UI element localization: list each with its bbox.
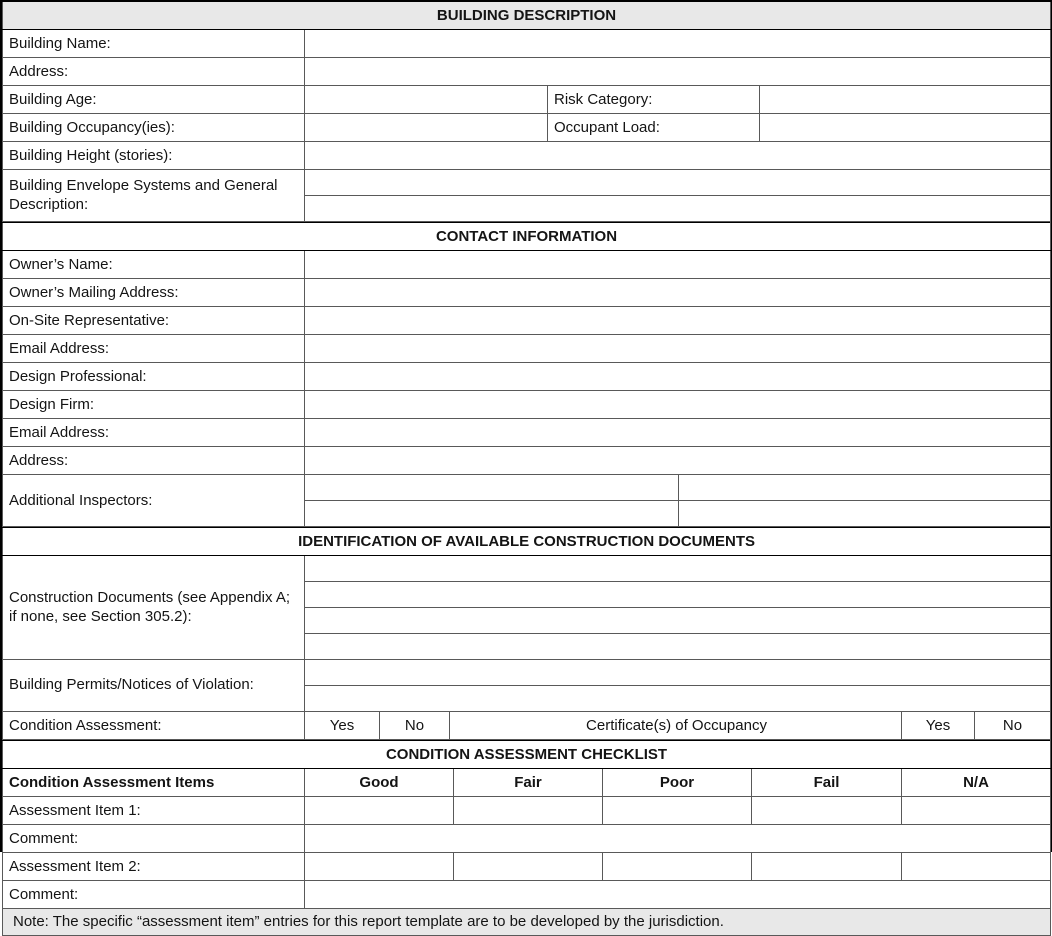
assessment-item-2-fail-cell[interactable] (752, 853, 902, 881)
construction-documents-input-2[interactable] (305, 582, 1051, 608)
address-input[interactable] (305, 58, 1051, 86)
condition-assessment-label: Condition Assessment: (3, 712, 305, 740)
additional-inspector-1-name-input[interactable] (305, 475, 679, 501)
construction-documents-input-4[interactable] (305, 634, 1051, 660)
assessment-item-2-na-cell[interactable] (902, 853, 1051, 881)
building-envelope-input-1[interactable] (305, 170, 1051, 196)
checklist-column-fair: Fair (454, 769, 603, 797)
construction-documents-label: Construction Documents (see Appendix A; if none, see Section 305.2): (3, 556, 305, 660)
checklist-header-row (3, 741, 1051, 769)
certificate-of-occupancy-label: Certificate(s) of Occupancy (450, 712, 902, 740)
building-description-table (2, 2, 1051, 222)
section-title-checklist: CONDITION ASSESSMENT CHECKLIST (3, 741, 1051, 769)
contact-information-table (2, 222, 1051, 527)
building-occupancy-label: Building Occupancy(ies): (3, 114, 305, 142)
building-envelope-label: Building Envelope Systems and General Description: (3, 170, 305, 222)
building-envelope-input-2[interactable] (305, 196, 1051, 222)
building-height-label: Building Height (stories): (3, 142, 305, 170)
section-title-construction-documents: IDENTIFICATION OF AVAILABLE CONSTRUCTION DOCUMENTS (3, 528, 1051, 556)
additional-inspector-2-name-input[interactable] (305, 501, 679, 527)
owner-mailing-address-label: Owner’s Mailing Address: (3, 279, 305, 307)
assessment-item-1-row (3, 797, 1051, 825)
comment-2-input[interactable] (305, 881, 1051, 909)
building-permits-row-1 (3, 660, 1051, 686)
building-age-input[interactable] (305, 86, 548, 114)
occupancy-row (3, 114, 1051, 142)
construction-documents-table (2, 527, 1051, 740)
certificate-no-option[interactable]: No (975, 712, 1051, 740)
jurisdiction-note: Note: The specific “assessment item” entries for this report template are to be developed by the jurisdiction. (3, 909, 1051, 936)
construction-documents-input-1[interactable] (305, 556, 1051, 582)
email-address-1-label: Email Address: (3, 335, 305, 363)
building-name-row (3, 30, 1051, 58)
assessment-item-2-poor-cell[interactable] (603, 853, 752, 881)
design-firm-label: Design Firm: (3, 391, 305, 419)
assessment-item-1-label: Assessment Item 1: (3, 797, 305, 825)
assessment-item-1-good-cell[interactable] (305, 797, 454, 825)
envelope-row-1 (3, 170, 1051, 196)
onsite-representative-label: On-Site Representative: (3, 307, 305, 335)
contact-address-label: Address: (3, 447, 305, 475)
contact-information-header-row (3, 223, 1051, 251)
email-address-2-row (3, 419, 1051, 447)
building-age-row (3, 86, 1051, 114)
assessment-item-1-fair-cell[interactable] (454, 797, 603, 825)
occupant-load-input[interactable] (760, 114, 1051, 142)
risk-category-input[interactable] (760, 86, 1051, 114)
occupant-load-label: Occupant Load: (548, 114, 760, 142)
building-permits-input-2[interactable] (305, 686, 1051, 712)
additional-inspector-2-info-input[interactable] (679, 501, 1051, 527)
jurisdiction-note-row (3, 909, 1051, 936)
comment-1-label: Comment: (3, 825, 305, 853)
construction-documents-input-3[interactable] (305, 608, 1051, 634)
construction-documents-row-1 (3, 556, 1051, 582)
owner-mailing-address-row (3, 279, 1051, 307)
condition-assessment-checklist-table (2, 740, 1051, 936)
owner-name-input[interactable] (305, 251, 1051, 279)
comment-2-label: Comment: (3, 881, 305, 909)
condition-assessment-yes-option[interactable]: Yes (305, 712, 380, 740)
design-professional-label: Design Professional: (3, 363, 305, 391)
additional-inspector-1-info-input[interactable] (679, 475, 1051, 501)
additional-inspectors-row-1 (3, 475, 1051, 501)
section-title-contact-information: CONTACT INFORMATION (3, 223, 1051, 251)
design-firm-input[interactable] (305, 391, 1051, 419)
design-professional-input[interactable] (305, 363, 1051, 391)
building-age-label: Building Age: (3, 86, 305, 114)
building-permits-input-1[interactable] (305, 660, 1051, 686)
owner-name-label: Owner’s Name: (3, 251, 305, 279)
email-address-1-row (3, 335, 1051, 363)
construction-documents-header-row (3, 528, 1051, 556)
building-name-label: Building Name: (3, 30, 305, 58)
address-row (3, 58, 1051, 86)
onsite-representative-input[interactable] (305, 307, 1051, 335)
assessment-item-1-na-cell[interactable] (902, 797, 1051, 825)
contact-address-input[interactable] (305, 447, 1051, 475)
section-title-building-description: BUILDING DESCRIPTION (3, 2, 1051, 30)
checklist-column-na: N/A (902, 769, 1051, 797)
address-label: Address: (3, 58, 305, 86)
email-address-2-label: Email Address: (3, 419, 305, 447)
additional-inspectors-label: Additional Inspectors: (3, 475, 305, 527)
assessment-item-1-poor-cell[interactable] (603, 797, 752, 825)
building-occupancy-input[interactable] (305, 114, 548, 142)
checklist-columns-row (3, 769, 1051, 797)
design-firm-row (3, 391, 1051, 419)
comment-2-row (3, 881, 1051, 909)
certificate-yes-option[interactable]: Yes (902, 712, 975, 740)
building-name-input[interactable] (305, 30, 1051, 58)
email-address-2-input[interactable] (305, 419, 1051, 447)
building-permits-label: Building Permits/Notices of Violation: (3, 660, 305, 712)
checklist-items-header: Condition Assessment Items (3, 769, 305, 797)
assessment-item-2-good-cell[interactable] (305, 853, 454, 881)
checklist-column-poor: Poor (603, 769, 752, 797)
owner-mailing-address-input[interactable] (305, 279, 1051, 307)
onsite-representative-row (3, 307, 1051, 335)
design-professional-row (3, 363, 1051, 391)
condition-assessment-no-option[interactable]: No (380, 712, 450, 740)
comment-1-row (3, 825, 1051, 853)
comment-1-input[interactable] (305, 825, 1051, 853)
assessment-item-2-fair-cell[interactable] (454, 853, 603, 881)
assessment-item-1-fail-cell[interactable] (752, 797, 902, 825)
owner-name-row (3, 251, 1051, 279)
contact-address-row (3, 447, 1051, 475)
checklist-column-good: Good (305, 769, 454, 797)
condition-assessment-row (3, 712, 1051, 740)
risk-category-label: Risk Category: (548, 86, 760, 114)
building-height-input[interactable] (305, 142, 1051, 170)
building-height-row (3, 142, 1051, 170)
assessment-item-2-label: Assessment Item 2: (3, 853, 305, 881)
checklist-column-fail: Fail (752, 769, 902, 797)
email-address-1-input[interactable] (305, 335, 1051, 363)
assessment-item-2-row (3, 853, 1051, 881)
building-description-header-row (3, 2, 1051, 30)
